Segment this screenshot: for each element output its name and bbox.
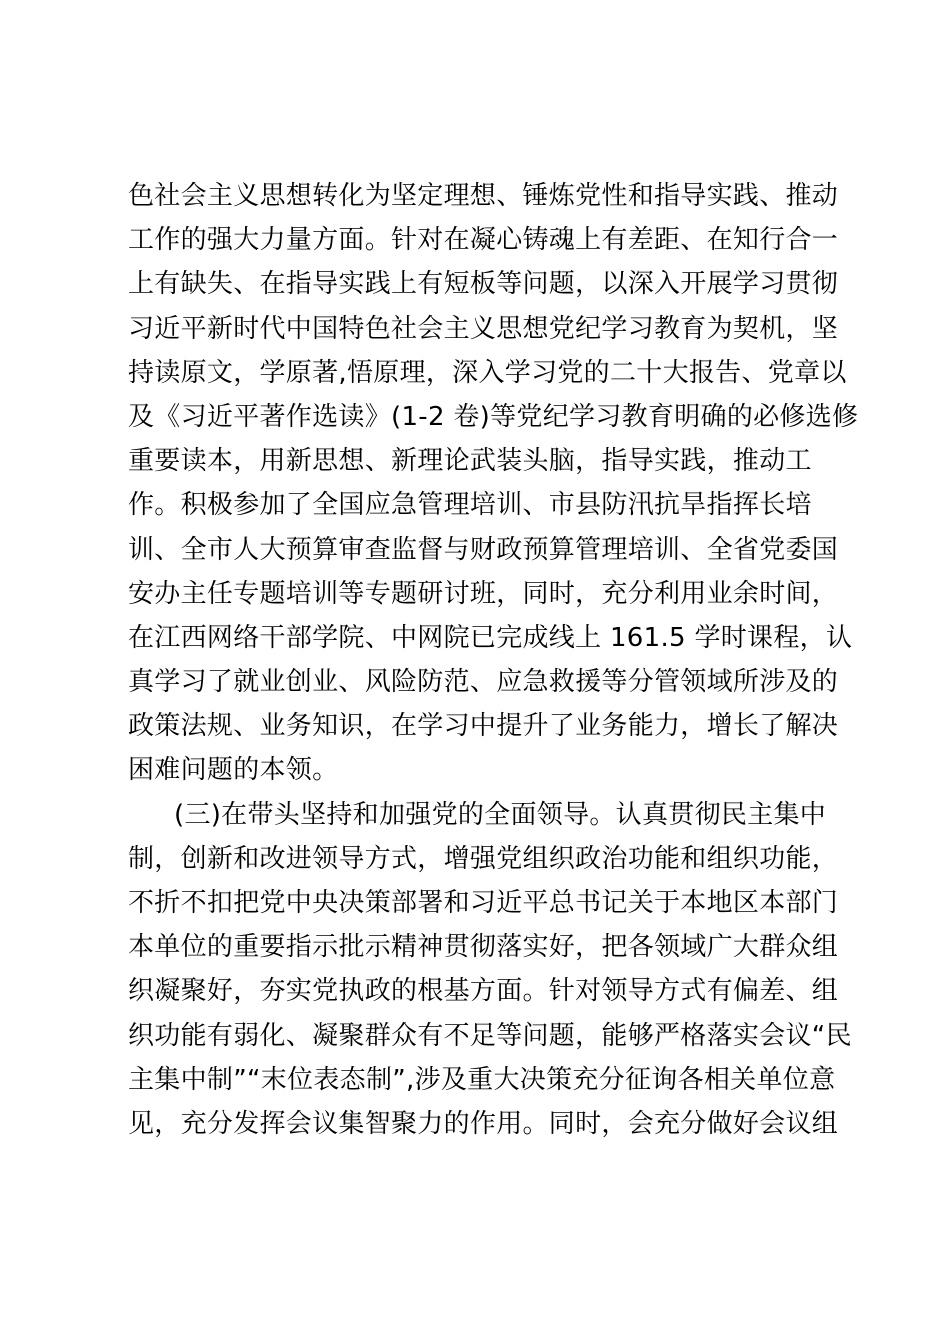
text-line: 不折不扣把党中央决策部署和习近平总书记关于本地区本部门	[128, 888, 839, 918]
text-line: 工作的强大力量方面。针对在凝心铸魂上有差距、在知行合一	[128, 225, 839, 256]
text-line: 见，充分发挥会议集智聚力的作用。同时，会充分做好会议组	[128, 1108, 839, 1139]
text-line: 织功能有弱化、凝聚群众有不足等问题，能够严格落实会议“民	[128, 1020, 852, 1051]
text-line: 困难问题的本领。	[128, 755, 339, 786]
text-line: 作。积极参加了全国应急管理培训、市县防汛抗旱指挥长培	[128, 490, 812, 521]
text-line: 训、全市人大预算审查监督与财政预算管理培训、全省党委国	[128, 534, 839, 565]
text-line: 本单位的重要指示批示精神贯彻落实好，把各领域广大群众组	[128, 932, 839, 963]
text-line: 重要读本，用新思想、新理论武装头脑，指导实践，推动工	[128, 446, 812, 477]
text-line: 安办主任专题培训等专题研讨班，同时，充分利用业余时间，	[128, 578, 839, 609]
text-line: 持读原文，学原著,悟原理，深入学习党的二十大报告、党章以	[128, 357, 847, 388]
text-line: 主集中制”“末位表态制”,涉及重大决策充分征询各相关单位意	[128, 1064, 836, 1095]
text-line: 上有缺失、在指导实践上有短板等问题，以深入开展学习贯彻	[128, 269, 839, 300]
text-line: 制，创新和改进领导方式，增强党组织政治功能和组织功能，	[128, 843, 839, 874]
text-line: 习近平新时代中国特色社会主义思想党纪学习教育为契机，坚	[128, 313, 839, 344]
text-line: 政策法规、业务知识，在学习中提升了业务能力，增长了解决	[128, 711, 839, 742]
text-line: 色社会主义思想转化为坚定理想、锤炼党性和指导实践、推动	[128, 181, 839, 211]
text-line: 及《习近平著作选读》(1-2 卷)等党纪学习教育明确的必修选修	[128, 401, 859, 432]
text-line: 在江西网络干部学院、中网院已完成线上 161.5 学时课程，认	[128, 622, 853, 653]
text-line: 真学习了就业创业、风险防范、应急救援等分管领域所涉及的	[128, 667, 839, 698]
body-text	[128, 174, 859, 1146]
text-line: 织凝聚好，夯实党执政的根基方面。针对领导方式有偏差、组	[128, 976, 839, 1007]
section-heading-line: (三)在带头坚持和加强党的全面领导。认真贯彻民主集中	[174, 799, 827, 830]
